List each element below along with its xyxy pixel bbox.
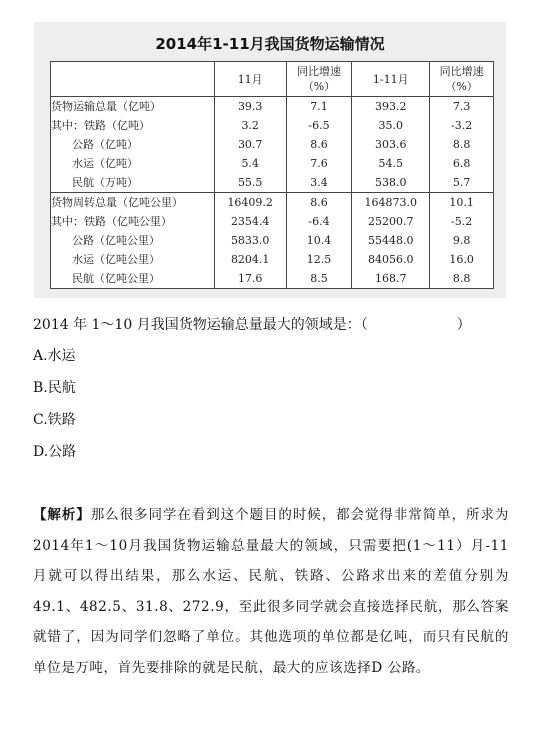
table-cell: 8.5: [286, 269, 352, 289]
table-cell: 54.5: [352, 154, 430, 173]
analysis-tag: 【解析】: [33, 507, 91, 523]
table-cell: 8.8: [430, 269, 494, 289]
table-cell: 538.0: [352, 173, 430, 193]
table-cell: 8204.1: [214, 250, 286, 269]
table-cell: 3.2: [214, 116, 286, 135]
table-cell: 5.4: [214, 154, 286, 173]
analysis-paragraph: [33, 500, 509, 683]
option-a[interactable]: A.水运: [33, 348, 76, 364]
table-row: [51, 135, 494, 154]
table-header-0: [51, 62, 215, 97]
table-cell: 8.6: [286, 193, 352, 213]
table-cell: 55.5: [214, 173, 286, 193]
table-cell: 2354.4: [214, 212, 286, 231]
table-cell: 7.6: [286, 154, 352, 173]
table-cell: 55448.0: [352, 231, 430, 250]
freight-table: [50, 61, 494, 289]
table-cell: 12.5: [286, 250, 352, 269]
figure-title: 2014年1-11月我国货物运输情况: [155, 35, 385, 53]
table-cell: 5833.0: [214, 231, 286, 250]
table-row: [51, 116, 494, 135]
table-cell: 10.1: [430, 193, 494, 213]
table-cell: 9.8: [430, 231, 494, 250]
table-cell: 30.7: [214, 135, 286, 154]
table-header-3: 1-11月: [352, 62, 430, 97]
table-cell: 16.0: [430, 250, 494, 269]
table-cell: 3.4: [286, 173, 352, 193]
table-header-4: 同比增速 （%）: [430, 62, 494, 97]
analysis-text: 那么很多同学在看到这个题目的时候，都会觉得非常简单，所求为2014年1～10月我国货物运输总量最大的领域，只需要把(1～11）月-11 月就可以得出结果，那么水运、民航、铁路、公路求出来的差值分别为 49.1、482.5、31.8、272.9，至此很多同学就会直接选择民航，那么答案就错了，因为同学们忽略了单位。其他选项的单位都是亿吨，而只有民航的单位是万吨，首先要排除的就是民航，最大的应该选择D 公路。: [33, 507, 510, 676]
table-cell: 84056.0: [352, 250, 430, 269]
table-cell: 10.4: [286, 231, 352, 250]
option-c[interactable]: C.铁路: [33, 412, 76, 428]
table-cell: 39.3: [214, 97, 286, 117]
table-cell: 5.7: [430, 173, 494, 193]
table-cell: -6.5: [286, 116, 352, 135]
table-row: [51, 193, 494, 213]
table-cell: 16409.2: [214, 193, 286, 213]
row-label: 其中：铁路（亿吨）: [51, 116, 215, 135]
row-label: 水运（亿吨公里）: [51, 250, 215, 269]
row-label: 公路（亿吨）: [51, 135, 215, 154]
table-cell: 8.8: [430, 135, 494, 154]
table-row: [51, 231, 494, 250]
row-label: 其中：铁路（亿吨公里）: [51, 212, 215, 231]
option-b[interactable]: B.民航: [33, 380, 76, 396]
option-d[interactable]: D.公路: [33, 444, 77, 460]
table-row: [51, 250, 494, 269]
table-cell: 164873.0: [352, 193, 430, 213]
table-cell: 8.6: [286, 135, 352, 154]
table-header-1: 11月: [214, 62, 286, 97]
table-cell: -3.2: [430, 116, 494, 135]
table-cell: 393.2: [352, 97, 430, 117]
table-cell: 17.6: [214, 269, 286, 289]
row-label: 公路（亿吨公里）: [51, 231, 215, 250]
table-cell: 303.6: [352, 135, 430, 154]
table-row: [51, 97, 494, 117]
table-cell: -5.2: [430, 212, 494, 231]
row-label: 货物周转总量（亿吨公里）: [51, 193, 215, 213]
row-label: 民航（万吨）: [51, 173, 215, 193]
table-cell: 25200.7: [352, 212, 430, 231]
table-row: [51, 212, 494, 231]
table-row: [51, 154, 494, 173]
table-cell: 35.0: [352, 116, 430, 135]
table-cell: 7.3: [430, 97, 494, 117]
table-cell: 168.7: [352, 269, 430, 289]
row-label: 水运（亿吨）: [51, 154, 215, 173]
question-text: 2014 年 1～10 月我国货物运输总量最大的领域是：（ ）: [33, 317, 471, 333]
table-row: [51, 173, 494, 193]
table-row: [51, 269, 494, 289]
row-label: 货物运输总量（亿吨）: [51, 97, 215, 117]
table-figure: [34, 22, 506, 298]
table-cell: 6.8: [430, 154, 494, 173]
table-cell: -6.4: [286, 212, 352, 231]
table-cell: 7.1: [286, 97, 352, 117]
table-header-2: 同比增速 （%）: [286, 62, 352, 97]
row-label: 民航（亿吨公里）: [51, 269, 215, 289]
